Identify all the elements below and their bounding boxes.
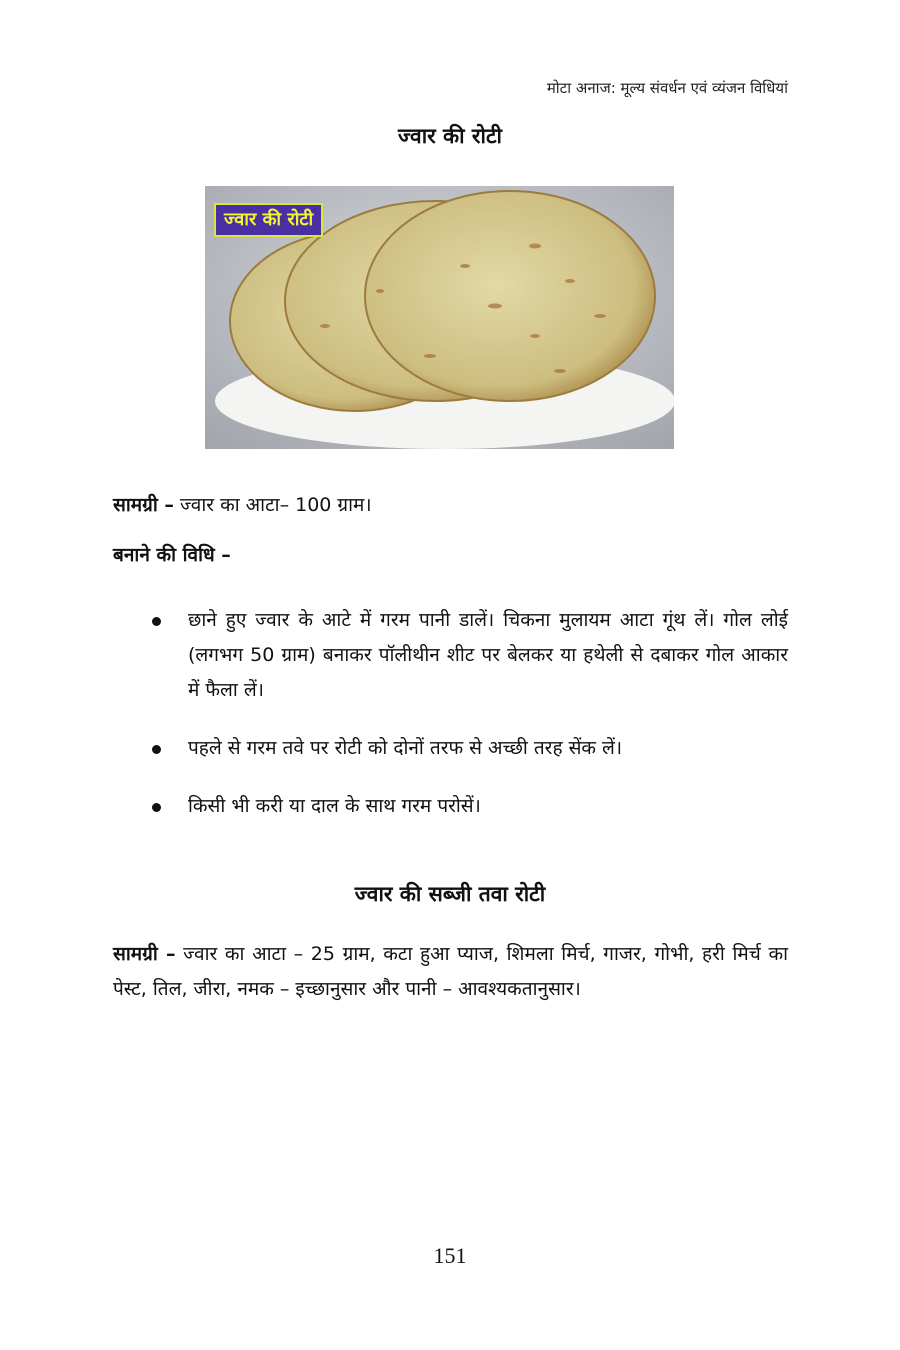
step-text: छाने हुए ज्वार के आटे में गरम पानी डालें। चिकना मुलायम आटा गूंथ लें। गोल लोई (लगभग 50 ग्राम) बनाकर पॉलीथीन शीट पर बेलकर या हथेली से दबाकर गोल आकार में फैला लें। [188,609,788,701]
ingredients-label: सामग्री – [113,943,176,965]
running-header: मोटा अनाज: मूल्य संवर्धन एवं व्यंजन विधियां [546,79,788,97]
bullet-icon [152,745,161,754]
ingredients-paragraph-2 [113,937,788,1007]
ingredients-line [113,491,788,517]
step-text: पहले से गरम तवे पर रोटी को दोनों तरफ से अच्छी तरह सेंक लें। [188,737,623,759]
ingredients-text: ज्वार का आटा– 100 ग्राम। [179,494,372,516]
bullet-icon [152,803,161,812]
list-item [150,603,788,708]
list-item [150,789,788,824]
step-text: किसी भी करी या दाल के साथ गरम परोसें। [188,795,481,817]
recipe-title-2: ज्वार की सब्जी तवा रोटी [354,882,546,906]
list-item [150,731,788,766]
ingredients-label: सामग्री – [113,494,174,516]
page-number: 151 [433,1243,467,1268]
method-label: बनाने की विधि – [113,544,231,566]
ingredients-text: ज्वार का आटा – 25 ग्राम, कटा हुआ प्याज, शिमला मिर्च, गाजर, गोभी, हरी मिर्च का पेस्ट, तिल, जीरा, नमक – इच्छानुसार और पानी – आवश्यकतानुसार। [113,943,788,1000]
method-steps [150,603,788,847]
photo-overlay-label: ज्वार की रोटी [214,203,323,237]
bullet-icon [152,617,161,626]
recipe-title: ज्वार की रोटी [398,124,502,148]
